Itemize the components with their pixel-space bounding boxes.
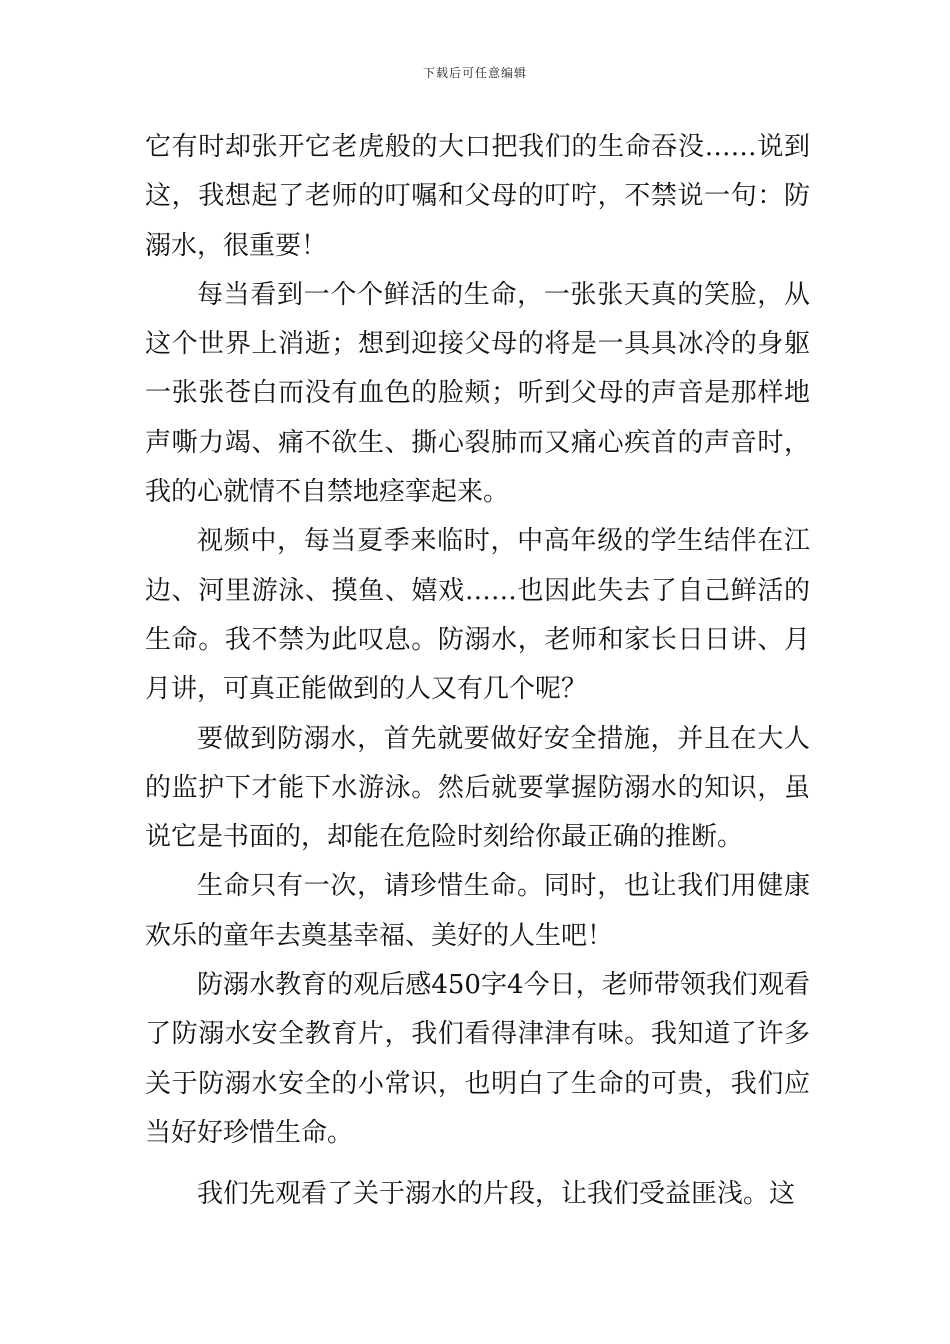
page-header: 下载后可任意编辑 (422, 66, 527, 80)
paragraph-7: 我们先观看了关于溺水的片段，让我们受益匪浅。这 (197, 1179, 796, 1210)
paragraph-5: 生命只有一次，请珍惜生命。同时，也让我们用健康欢乐的童年去奠基幸福、美好的人生吧！ (145, 871, 810, 951)
paragraph-3: 视频中，每当夏季来临时，中高年级的学生结伴在江边、河里游泳、摸鱼、嬉戏……也因此失去了自己鲜活的生命。我不禁为此叹息。防溺水，老师和家长日日讲、月月讲，可真正能做到的人又有几个呢？ (145, 526, 810, 705)
paragraph-6: 防溺水教育的观后感450字4今日，老师带领我们观看了防溺水安全教育片，我们看得津津有味。我知道了许多关于防溺水安全的小常识，也明白了生命的可贵，我们应当好好珍惜生命。 (145, 970, 810, 1148)
document-body (145, 123, 810, 1220)
paragraph-1: 它有时却张开它老虎般的大口把我们的生命吞没……说到这，我想起了老师的叮嘱和父母的叮咛，不禁说一句：防溺水，很重要！ (145, 132, 810, 261)
paragraph-2: 每当看到一个个鲜活的生命，一张张天真的笑脸，从这个世界上消逝；想到迎接父母的将是一具具冰冷的身躯一张张苍白而没有血色的脸颊；听到父母的声音是那样地声嘶力竭、痛不欲生、撕心裂肺而又痛心疾首的声音时，我的心就情不自禁地痉挛起来。 (145, 279, 810, 508)
paragraph-4: 要做到防溺水，首先就要做好安全措施，并且在大人的监护下才能下水游泳。然后就要掌握防溺水的知识，虽说它是书面的，却能在危险时刻给你最正确的推断。 (145, 723, 810, 853)
